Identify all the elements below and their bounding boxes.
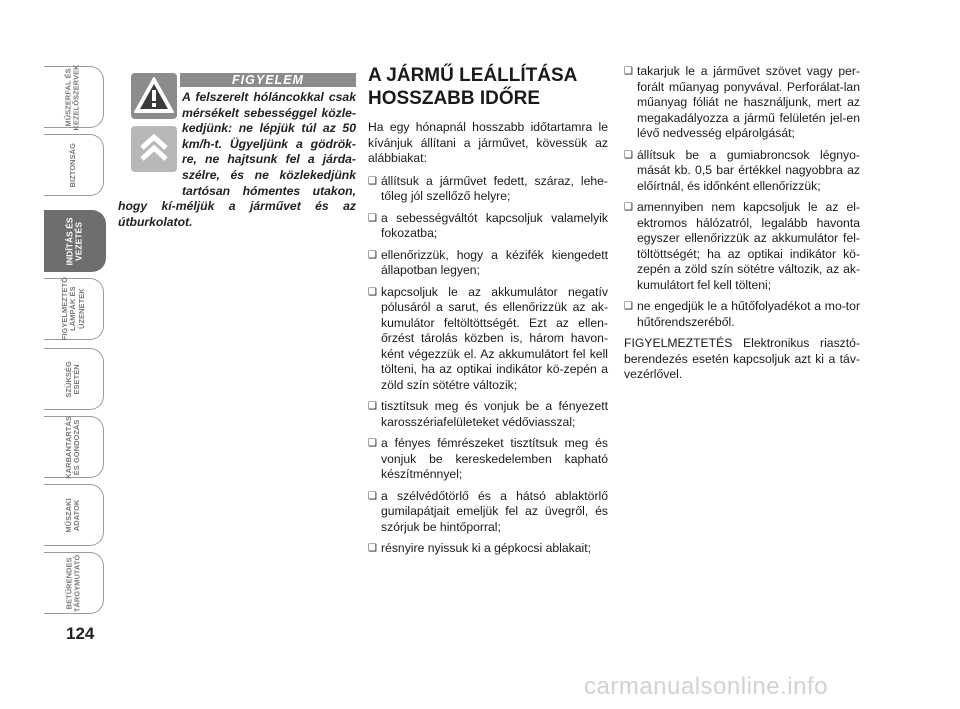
tab-muszaki[interactable] — [44, 484, 104, 546]
warning-header: FIGYELEM — [180, 73, 356, 87]
list-item: ❑ ellenőrizzük, hogy a kézifék kiengedett állapotban legyen; — [368, 248, 608, 279]
section-title-line2: HOSSZABB IDŐRE — [368, 88, 541, 109]
list-item: ❑ amennyiben nem kapcsoljuk le az el-ektromos hálózatról, legalább havonta egyszer ellenőrizzük az akkumulátor fel-töltöttségét; ha az optikai indikátor kö-zepén a zöld szín sötétre változik, az ak-kumulátort fel kell tölteni; — [624, 200, 860, 293]
list-item: ❑ a sebességváltót kapcsoljuk valamelyik fokozatba; — [368, 211, 608, 242]
watermark: carmanualsonline.info — [584, 673, 828, 700]
tab-karbantartas[interactable] — [44, 416, 104, 478]
list-item: ❑ résnyire nyissuk ki a gépkocsi ablakait; — [368, 541, 608, 557]
tab-muszerfal[interactable] — [44, 63, 104, 131]
list-item: ❑ ne engedjük le a hűtőfolyadékot a mo-tor hűtőrendszeréből. — [624, 299, 860, 330]
tab-label: BETŰRENDES TÁRGYMUTATÓ — [64, 554, 82, 612]
main-column-right — [624, 64, 860, 383]
section-intro: Ha egy hónapnál hosszabb időtartamra le kívánjuk állítani a járművet, kövessük az alábbiakat: — [368, 120, 608, 165]
tab-label: INDÍTÁS ÉS VEZETÉS — [64, 217, 84, 265]
tab-label: MŰSZAKI ADATOK — [64, 497, 82, 533]
list-item: ❑ a fényes fémrészeket tisztítsuk meg és vonjuk be kereskedelemben kapható készítménnyel; — [368, 436, 608, 483]
warning-note: FIGYELMEZTETÉS Elektronikus riasztó-berendezés esetén kapcsoljuk azt ki a táv-vezérlővel. — [624, 336, 860, 381]
checklist-right — [624, 64, 860, 330]
warning-body: A felszerelt hóláncokkal csak mérsékelt sebességgel közle-kedjünk: ne lépjük túl az 50 km/h-t. Ügyeljünk a gödrök-re, ne hajtsunk fel a járda-szélre, és ne közlekedjünk tartósan hómentes utakon, hogy kí-méljük a járművet és az útburkolatot. — [118, 90, 356, 229]
list-item: ❑ állítsuk be a gumiabroncsok légnyo-mását kb. 0,5 bar értékkel nagyobbra az előírtnál, és időnként ellenőrizzük; — [624, 148, 860, 195]
list-item: ❑ állítsuk a járművet fedett, száraz, lehe-tőleg jól szellőző helyre; — [368, 174, 608, 205]
tab-label: BIZTONSÁG — [68, 142, 78, 188]
tab-label: KARBANTARTÁS ÉS GONDOZÁS — [64, 415, 82, 479]
page-number: 124 — [66, 624, 95, 643]
tab-figyelmezteto[interactable] — [44, 278, 104, 340]
section-title-line1: A JÁRMŰ LEÁLLÍTÁSA — [368, 65, 578, 86]
tab-label: MŰSZERFAL ÉS KEZELŐSZERVEK — [64, 63, 82, 131]
list-item: ❑ takarjuk le a járművet szövet vagy per-forált műanyag ponyvával. Perforálat-lan műanyag fóliát ne használjunk, mert az megakadályozza a jármű felületén jel-en lévő nedvesség elpárolgását; — [624, 64, 860, 142]
tab-inditas-vezetes[interactable] — [44, 210, 106, 272]
checklist-left — [368, 174, 608, 557]
list-item: ❑ tisztítsuk meg és vonjuk be a fényezett karosszériafelületeket védőviasszal; — [368, 399, 608, 430]
tab-label: FIGYELMEZTETŐ LÁMPÁK ÉS ÜZENETEK — [59, 277, 86, 341]
list-item: ❑ kapcsoljuk le az akkumulátor negatív pólusáról a sarut, és ellenőrizzük az ak-kumulátor feltöltöttségét. Ezt az ellen-őrzést tárolás közben is, három havon-ként végezzük el. Az akkumulátort fel kell tölteni, ha az optikai indikátor kö-zepén a zöld szín sötétre változik; — [368, 285, 608, 394]
warning-text — [118, 90, 356, 230]
tab-biztonsag[interactable] — [44, 134, 104, 196]
tab-label: SZÜKSÉG ESETÉN — [64, 360, 82, 398]
tab-betures[interactable] — [44, 552, 104, 614]
tab-szukseg[interactable] — [44, 348, 104, 410]
section-title — [368, 64, 608, 110]
main-column-left — [368, 64, 608, 563]
list-item: ❑ a szélvédőtörlő és a hátsó ablaktörlő gumilapátjait emeljük fel az üvegről, és szórjuk be hintőporral; — [368, 489, 608, 536]
